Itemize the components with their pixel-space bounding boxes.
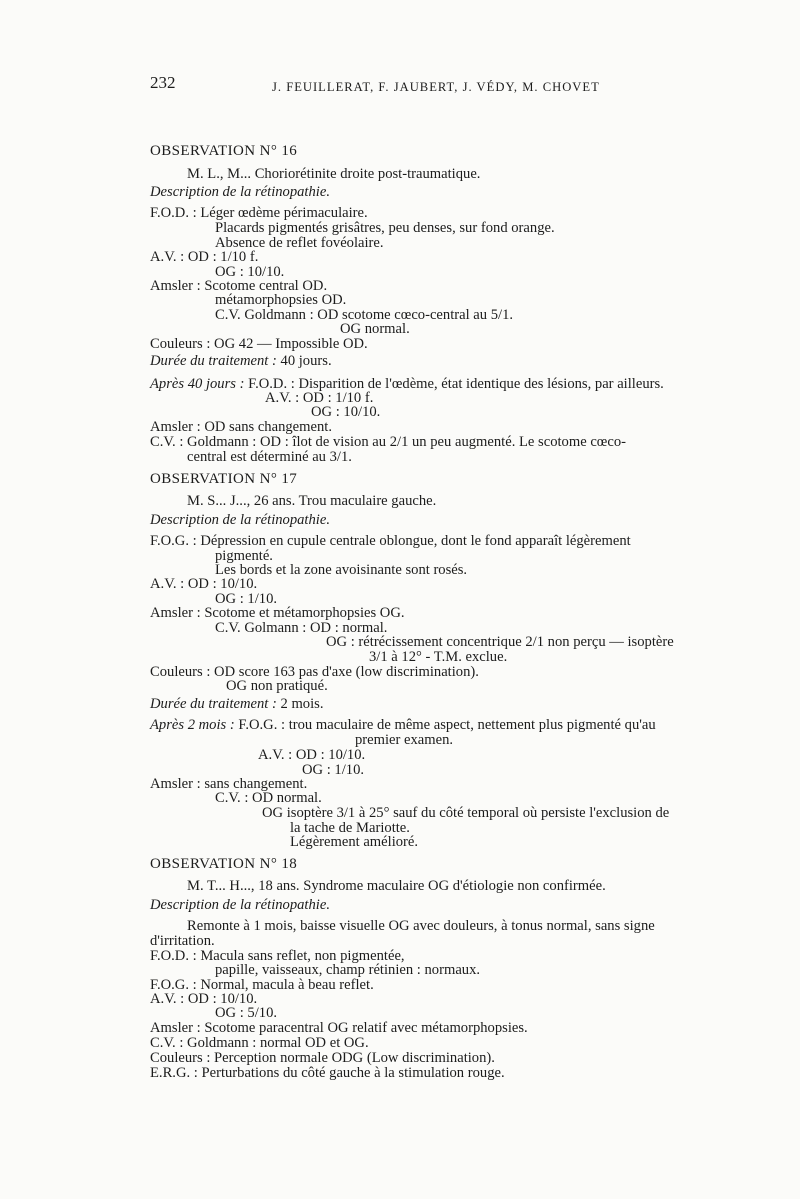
obs17-apres-cv-line: Légèrement amélioré. xyxy=(290,834,419,850)
obs17-fog-line: F.O.G. : Dépression en cupule centrale oblongue, dont le fond apparaît légèrement xyxy=(150,533,631,549)
obs18-cv: C.V. : Goldmann : normal OD et OG. xyxy=(150,1035,369,1051)
obs16-duree-value: 40 jours. xyxy=(280,353,332,369)
obs18-amsler: Amsler : Scotome paracentral OG relatif avec métamorphopsies. xyxy=(150,1020,528,1036)
obs17-duree xyxy=(150,696,324,712)
obs18-couleurs: Couleurs : Perception normale ODG (Low discrimination). xyxy=(150,1050,495,1066)
obs16-apres-av-line: OG : 10/10. xyxy=(311,404,381,420)
obs16-av-line: OG : 10/10. xyxy=(215,264,285,280)
obs16-duree-label: Durée du traitement : xyxy=(150,353,277,369)
obs17-apres-cv-line: la tache de Mariotte. xyxy=(290,820,410,836)
obs18-erg: E.R.G. : Perturbations du côté gauche à la stimulation rouge. xyxy=(150,1065,505,1081)
obs16-apres-av-line: A.V. : OD : 1/10 f. xyxy=(265,390,374,406)
obs16-av-line: A.V. : OD : 1/10 f. xyxy=(150,249,259,265)
obs17-description-heading: Description de la rétinopathie. xyxy=(150,512,330,528)
obs17-cv-line: 3/1 à 12° - T.M. exclue. xyxy=(369,649,508,665)
obs16-description-heading: Description de la rétinopathie. xyxy=(150,184,330,200)
obs18-av-line: A.V. : OD : 10/10. xyxy=(150,991,258,1007)
obs17-duree-value: 2 mois. xyxy=(280,696,324,712)
obs17-cv-line: OG : rétrécissement concentrique 2/1 non perçu — isoptère xyxy=(326,634,674,650)
obs17-patient: M. S... J..., 26 ans. Trou maculaire gauche. xyxy=(187,493,437,509)
obs17-cv-line: C.V. Golmann : OD : normal. xyxy=(215,620,388,636)
obs17-fog-line: pigmenté. xyxy=(215,548,273,564)
obs17-apres-av-line: OG : 1/10. xyxy=(302,762,365,778)
obs17-apres-text-cont: premier examen. xyxy=(355,732,454,748)
observation-17-title: OBSERVATION N° 17 xyxy=(150,471,298,487)
obs16-patient: M. L., M... Choriorétinite droite post-traumatique. xyxy=(187,166,481,182)
obs16-fod-line: F.O.D. : Léger œdème périmaculaire. xyxy=(150,205,368,221)
obs16-fod-line: Absence de reflet fovéolaire. xyxy=(215,235,384,251)
obs17-couleurs-line: OG non pratiqué. xyxy=(226,678,328,694)
obs17-apres xyxy=(150,717,656,733)
obs18-intro-line: Remonte à 1 mois, baisse visuelle OG avec douleurs, à tonus normal, sans signe xyxy=(187,918,655,934)
obs18-description-heading: Description de la rétinopathie. xyxy=(150,897,330,913)
obs17-apres-label: Après 2 mois : xyxy=(150,717,235,733)
obs16-fod-line: Placards pigmentés grisâtres, peu denses, sur fond orange. xyxy=(215,220,555,236)
obs17-av-line: OG : 1/10. xyxy=(215,591,278,607)
obs18-fog: F.O.G. : Normal, macula à beau reflet. xyxy=(150,977,374,993)
obs16-apres-amsler: Amsler : OD sans changement. xyxy=(150,419,332,435)
obs16-apres xyxy=(150,376,664,392)
obs17-apres-text: F.O.G. : trou maculaire de même aspect, nettement plus pigmenté qu'au xyxy=(238,717,656,733)
obs18-fod-line: F.O.D. : Macula sans reflet, non pigmentée, xyxy=(150,948,405,964)
obs17-apres-cv-line: OG isoptère 3/1 à 25° sauf du côté temporal où persiste l'exclusion de xyxy=(262,805,670,821)
obs17-amsler: Amsler : Scotome et métamorphopsies OG. xyxy=(150,605,405,621)
obs17-av-line: A.V. : OD : 10/10. xyxy=(150,576,258,592)
observation-16-title: OBSERVATION N° 16 xyxy=(150,143,298,159)
obs18-patient: M. T... H..., 18 ans. Syndrome maculaire OG d'étiologie non confirmée. xyxy=(187,878,606,894)
page-number: 232 xyxy=(150,73,176,92)
obs17-fog-line: Les bords et la zone avoisinante sont rosés. xyxy=(215,562,468,578)
obs16-amsler-line: Amsler : Scotome central OD. xyxy=(150,278,328,294)
obs16-cv-line: OG normal. xyxy=(340,321,410,337)
obs18-intro-line: d'irritation. xyxy=(150,933,215,949)
obs16-apres-cv-line: C.V. : Goldmann : OD : îlot de vision au 2/1 un peu augmenté. Le scotome cœco- xyxy=(150,434,626,450)
observation-18-title: OBSERVATION N° 18 xyxy=(150,856,298,872)
obs17-couleurs-line: Couleurs : OD score 163 pas d'axe (low discrimination). xyxy=(150,664,479,680)
obs17-duree-label: Durée du traitement : xyxy=(150,696,277,712)
obs16-apres-label: Après 40 jours : xyxy=(150,376,245,392)
obs16-couleurs: Couleurs : OG 42 — Impossible OD. xyxy=(150,336,368,352)
obs18-fod-line: papille, vaisseaux, champ rétinien : normaux. xyxy=(215,962,481,978)
obs16-apres-cv-line: central est déterminé au 3/1. xyxy=(187,449,352,465)
obs16-amsler-line: métamorphopsies OD. xyxy=(215,292,347,308)
obs16-cv-line: C.V. Goldmann : OD scotome cœco-central au 5/1. xyxy=(215,307,514,323)
obs17-apres-av-line: A.V. : OD : 10/10. xyxy=(258,747,366,763)
obs17-apres-cv-line: C.V. : OD normal. xyxy=(215,790,322,806)
obs16-duree xyxy=(150,353,332,369)
obs16-apres-text: F.O.D. : Disparition de l'œdème, état identique des lésions, par ailleurs. xyxy=(248,376,664,392)
obs17-apres-amsler: Amsler : sans changement. xyxy=(150,776,308,792)
running-title: J. FEUILLERAT, F. JAUBERT, J. VÉDY, M. CHOVET xyxy=(272,80,600,94)
obs18-av-line: OG : 5/10. xyxy=(215,1005,278,1021)
